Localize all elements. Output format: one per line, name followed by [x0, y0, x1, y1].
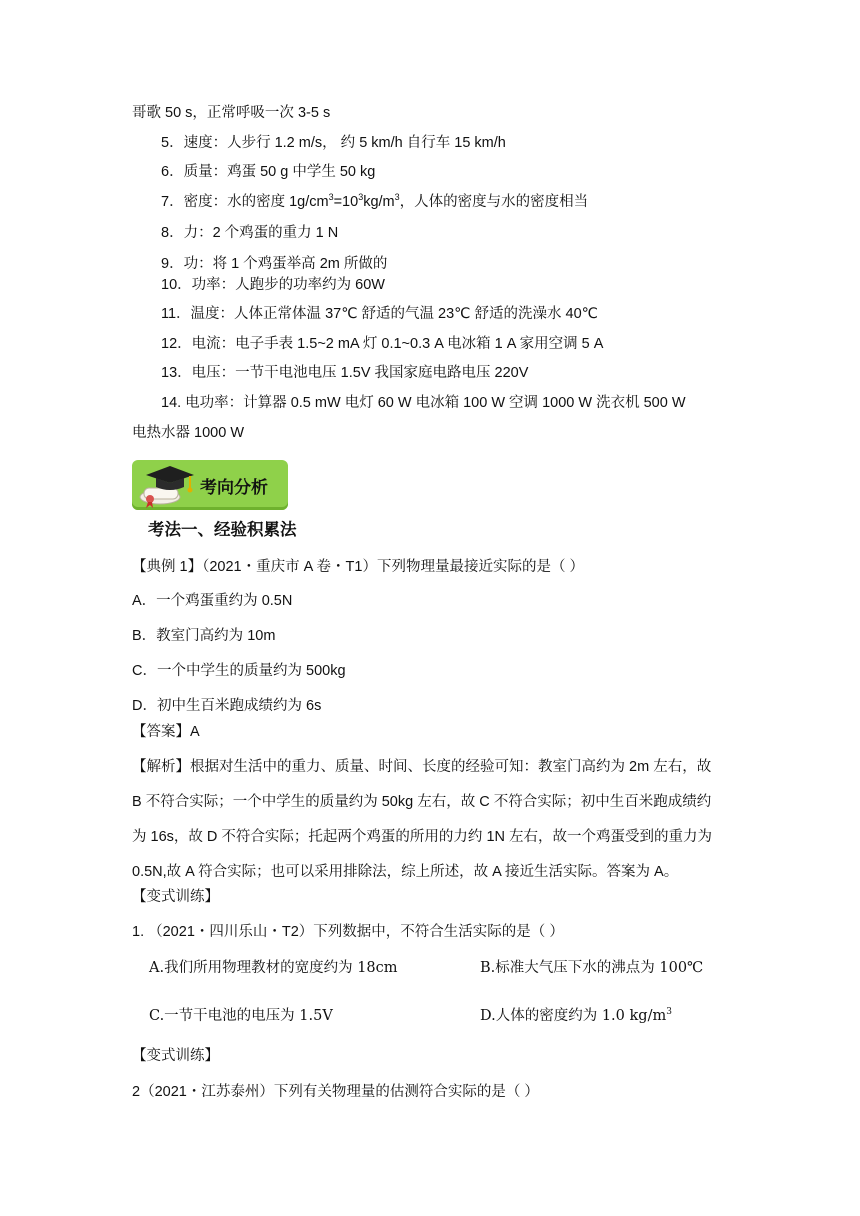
density-text-b: =10: [333, 194, 359, 210]
question-2-stem: 2（2021・江苏泰州）下列有关物理量的估测符合实际的是（ ）: [132, 1084, 539, 1100]
superscript: 3: [328, 192, 334, 203]
list-line-6: 6．质量：鸡蛋 50 g 中学生 50 kg: [161, 164, 376, 180]
density-text-a: 7．密度：水的密度 1g/cm: [161, 194, 329, 210]
example-stem: 【典例 1】（2021・重庆市 A 卷・T1）下列物理量最接近实际的是（ ）: [132, 559, 584, 575]
graduation-cap-diploma-icon: [138, 461, 200, 509]
variant-training-label-2: 【变式训练】: [132, 1048, 219, 1064]
option-b: B.标准大气压下水的沸点为 100℃: [480, 960, 704, 976]
option-b: B．教室门高约为 10m: [132, 628, 276, 644]
list-line-5: 5．速度：人步行 1.2 m/s， 约 5 km/h 自行车 15 km/h: [161, 135, 506, 151]
analysis-line-2: B 不符合实际；一个中学生的质量约为 50kg 左右，故 C 不符合实际；初中生百米跑成绩约: [132, 794, 712, 810]
analysis-line-3: 为 16s，故 D 不符合实际；托起两个鸡蛋的所用的力约 1N 左右，故一个鸡蛋受到的重力为: [132, 829, 713, 845]
section-banner: [132, 460, 288, 510]
density-text-c: kg/m: [363, 194, 395, 210]
variant-training-label: 【变式训练】: [132, 889, 219, 905]
superscript: 3: [394, 192, 400, 203]
option-a: A.我们所用物理教材的宽度约为 18cm: [149, 960, 398, 976]
option-d-text: D.人体的密度约为 1.0 kg/m: [480, 1008, 667, 1024]
option-d: D．初中生百米跑成绩约为 6s: [132, 698, 322, 714]
superscript: 3: [358, 192, 364, 203]
list-line-8: 8．力：2 个鸡蛋的重力 1 N: [161, 225, 339, 241]
list-line-11: 11．温度：人体正常体温 37℃ 舒适的气温 23℃ 舒适的洗澡水 40℃: [161, 306, 598, 322]
analysis-line-4: 0.5N,故 A 符合实际；也可以采用排除法，综上所述，故 A 接近生活实际。答案为 A。: [132, 864, 679, 880]
option-a: A．一个鸡蛋重约为 0.5N: [132, 593, 293, 609]
density-text-d: ，人体的密度与水的密度相当: [399, 194, 589, 210]
banner-label: 考向分析: [200, 478, 268, 498]
section-title: 考法一、经验积累法: [148, 520, 297, 539]
list-line-12: 12．电流：电子手表 1.5~2 mA 灯 0.1~0.3 A 电冰箱 1 A 家用空调 5 A: [161, 336, 604, 352]
list-line-7: [161, 192, 588, 212]
list-line-13: 13．电压：一节干电池电压 1.5V 我国家庭电路电压 220V: [161, 365, 529, 381]
list-line-4-continued: 哥歌 50 s，正常呼吸一次 3-5 s: [132, 105, 331, 121]
list-line-14-continued: 电热水器 1000 W: [132, 425, 244, 441]
analysis-line-1: 【解析】根据对生活中的重力、质量、时间、长度的经验可知：教室门高约为 2m 左右，故: [132, 759, 712, 775]
option-c: C.一节干电池的电压为 1.5V: [149, 1008, 333, 1024]
option-c: C．一个中学生的质量约为 500kg: [132, 663, 346, 679]
list-line-14: 14. 电功率：计算器 0.5 mW 电灯 60 W 电冰箱 100 W 空调 1000 W 洗衣机 500 W: [161, 395, 686, 411]
answer-line: 【答案】A: [132, 724, 200, 740]
superscript: 3: [666, 1007, 672, 1018]
question-stem: 1. （2021・四川乐山・T2）下列数据中，不符合生活实际的是（ ）: [132, 924, 564, 940]
option-d: [480, 1006, 672, 1026]
list-line-10: 10．功率：人跑步的功率约为 60W: [161, 277, 385, 293]
list-line-9: 9．功：将 1 个鸡蛋举高 2m 所做的: [161, 256, 388, 272]
